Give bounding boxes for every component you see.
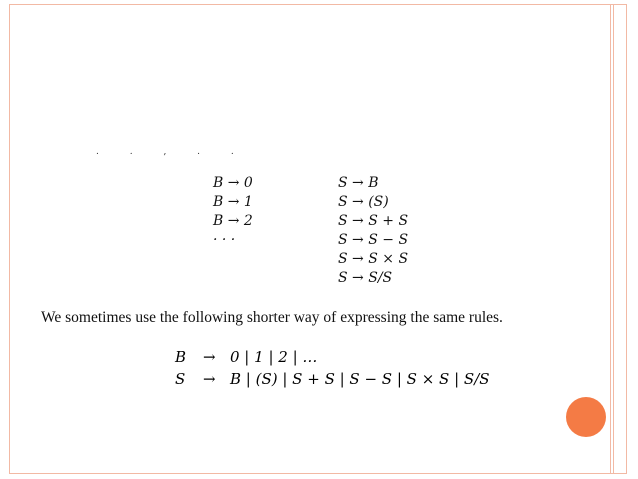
short-rules [175,346,490,390]
b-rule: B → 1 [213,194,253,210]
s-rule: S → S/S [338,270,393,286]
b-rule: B → 2 [213,213,253,229]
b-rule: B → 0 [213,175,253,191]
short-rule-rhs: 0 | 1 | 2 | … [230,348,318,366]
arrow-symbol: → [203,370,216,388]
arrow-symbol: → [203,348,216,366]
orange-circle-decoration [566,397,606,437]
short-rule-b [175,346,490,368]
s-rule: S → B [338,175,379,191]
short-rule-rhs: B | (S) | S + S | S − S | S × S | S/S [230,370,490,388]
s-rule: S → S − S [338,232,409,248]
s-rule: S → S + S [338,213,409,229]
slide-border [9,4,627,474]
s-rule: S → (S) [338,194,389,210]
faded-text: . . , . . [96,147,248,157]
short-rule-lhs: B [175,348,187,366]
vertical-accent-rule [610,4,614,474]
s-rule: S → S × S [338,251,409,267]
body-text: We sometimes use the following shorter way of expressing the same rules. [41,309,503,326]
b-rules-list [213,174,253,250]
short-rule-s [175,368,490,390]
short-rule-lhs: S [175,370,186,388]
s-rules-list [338,174,408,288]
b-rule-ellipsis: · · · [213,232,236,248]
